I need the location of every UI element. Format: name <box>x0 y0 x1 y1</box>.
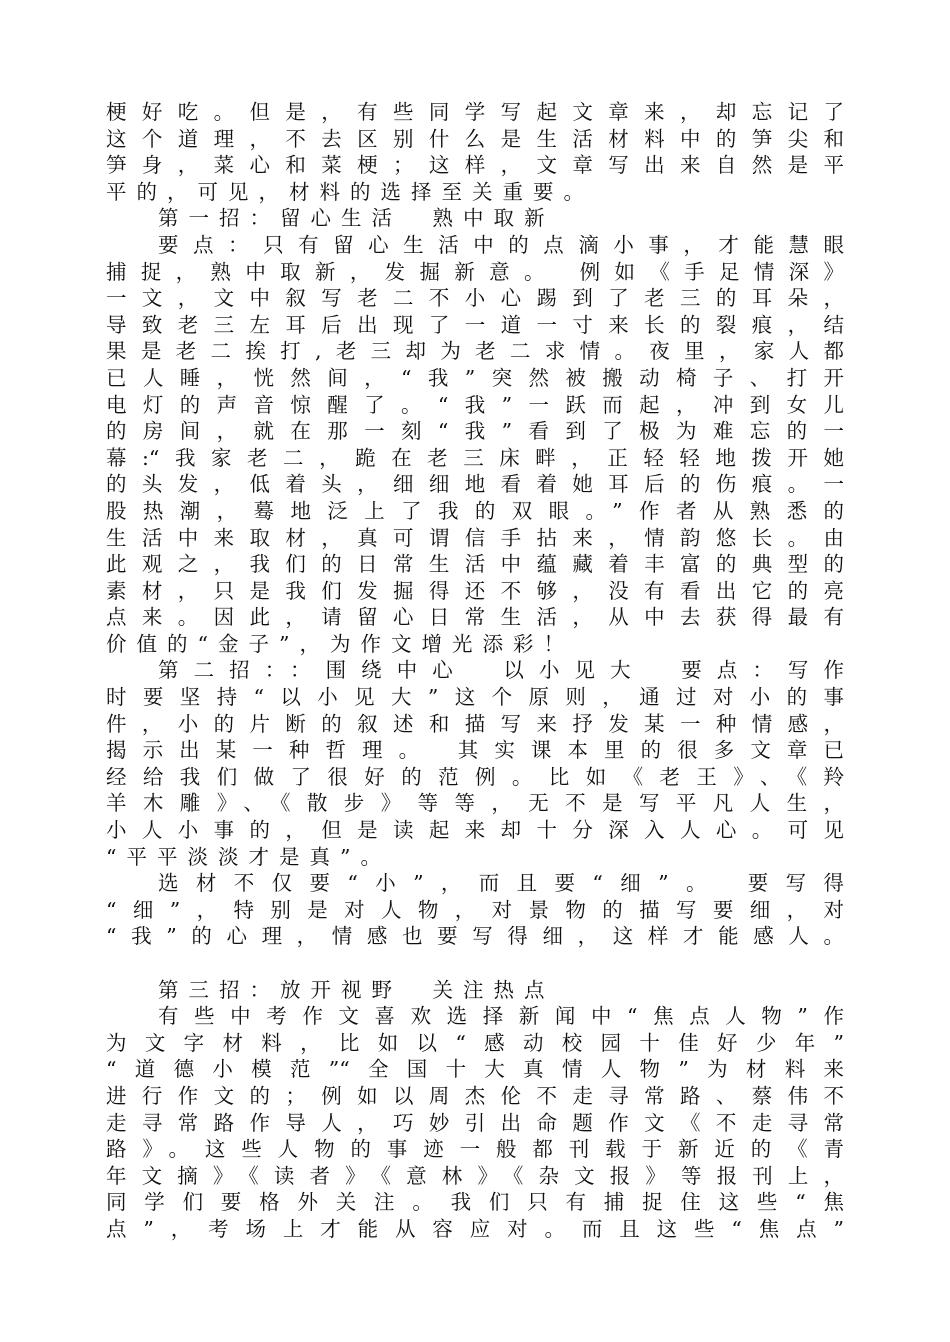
text-line: 捕捉，熟中取新，发掘新意。 例如《手足情深》 <box>106 259 844 284</box>
text-line: 羊木雕》、《散步》等等，无不是写平凡人生， <box>106 791 844 816</box>
text-line: 时要坚持“以小见大”这个原则，通过对小的事 <box>106 685 844 710</box>
body-text <box>106 99 844 1243</box>
text-line: 笋身，菜心和菜梗；这样，文章写出来自然是平 <box>106 153 844 178</box>
text-line: “细”，特别是对人物，对景物的描写要细，对 <box>106 897 844 922</box>
text-line: 已人睡，恍然间，“我”突然被搬动椅子、打开 <box>106 365 844 390</box>
text-line: “道德小模范”“全国十大真情人物”为材料来 <box>106 1057 844 1082</box>
text-line: 这个道理，不去区别什么是生活材料中的笋尖和 <box>106 126 844 151</box>
text-line: 生活中来取材，真可谓信手拈来，情韵悠长。由 <box>106 525 844 550</box>
text-line: 件，小的片断的叙述和描写来抒发某一种情感， <box>106 711 844 736</box>
text-line: 为文字材料，比如以“感动校园十佳好少年” <box>106 1030 844 1055</box>
text-line: 选材不仅要“小”，而且要“细”。 要写得 <box>158 871 844 896</box>
blank-line <box>106 950 844 977</box>
section-heading-2: 第二招：：围绕中心 以小见大 要点：写作 <box>158 658 844 683</box>
text-line: 幕:“我家老二，跪在老三床畔，正轻轻地拨开她 <box>106 445 844 470</box>
text-line: “平平淡淡才是真”。 <box>106 844 391 869</box>
text-line: 揭示出某一种哲理。 其实课本里的很多文章已 <box>106 738 844 763</box>
text-line: 走寻常路作导人，巧妙引出命题作文《不走寻常 <box>106 1110 844 1135</box>
text-line: 同学们要格外关注。我们只有捕捉住这些“焦 <box>106 1190 844 1215</box>
text-line: 果是老二挨打,老三却为老二求情。夜里，家人都 <box>106 339 844 364</box>
text-line: 素材，只是我们发掘得还不够，没有看出它的亮 <box>106 578 844 603</box>
text-line: 此观之，我们的日常生活中蕴藏着丰富的典型的 <box>106 552 844 577</box>
text-line: 一文，文中叙写老二不小心踢到了老三的耳朵， <box>106 286 844 311</box>
text-line: 导致老三左耳后出现了一道一寸来长的裂痕，结 <box>106 312 844 337</box>
text-line: 要点：只有留心生活中的点滴小事，才能慧眼 <box>158 232 844 257</box>
text-line: 股热潮，蓦地泛上了我的双眼。”作者从熟悉的 <box>106 498 844 523</box>
text-line: 平的，可见，材料的选择至关重要。 <box>106 179 594 204</box>
text-line: 小人小事的，但是读起来却十分深入人心。可见 <box>106 818 844 843</box>
text-line: 梗好吃。但是，有些同学写起文章来，却忘记了 <box>106 100 844 124</box>
text-line: 的头发，低着头，细细地看着她耳后的伤痕。一 <box>106 472 844 497</box>
text-line: 点来。因此，请留心日常生活，从中去获得最有 <box>106 605 844 630</box>
text-line: 经给我们做了很好的范例。比如《老王》、《羚 <box>106 764 844 789</box>
section-heading-3: 第三招：放开视野 关注热点 <box>158 977 555 1002</box>
text-line: 点”，考场上才能从容应对。而且这些“焦点” <box>106 1216 844 1241</box>
text-line: 路》。这些人物的事迹一般都刊载于新近的《青 <box>106 1137 844 1162</box>
text-line: 电灯的声音惊醒了。“我”一跃而起，冲到女儿 <box>106 392 844 417</box>
text-line: 年文摘》《读者》《意林》《杂文报》等报刊上， <box>106 1163 844 1188</box>
text-line: 有些中考作文喜欢选择新闻中“焦点人物”作 <box>158 1004 844 1029</box>
section-heading-1: 第一招：留心生活 熟中取新 <box>158 206 555 231</box>
text-line: “我”的心理，情感也要写得细，这样才能感人。 <box>106 924 844 949</box>
text-line: 价值的“金子”，为作文增光添彩！ <box>106 631 574 656</box>
text-line: 进行作文的；例如以周杰伦不走寻常路、蔡伟不 <box>106 1083 844 1108</box>
text-line: 的房间，就在那一刻“我”看到了极为难忘的一 <box>106 419 844 444</box>
